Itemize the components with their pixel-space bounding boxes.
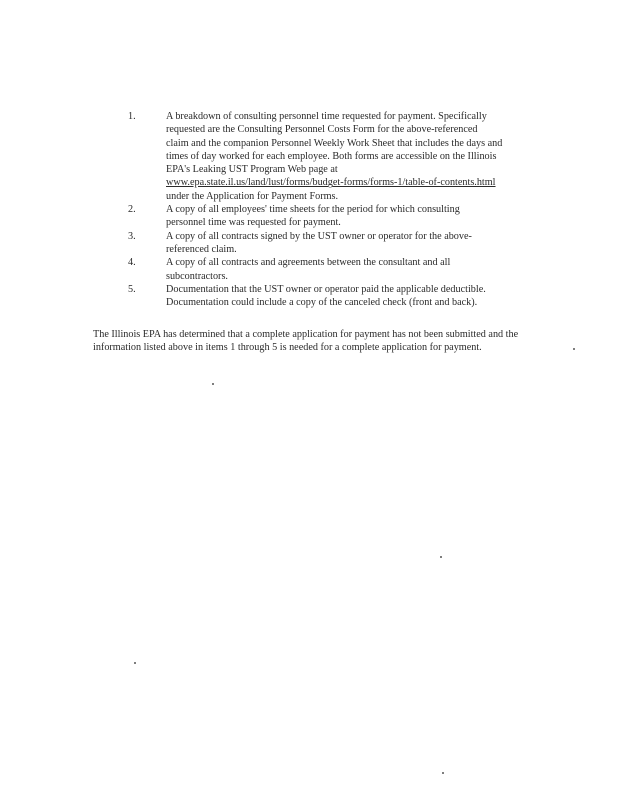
item-line: referenced claim. (166, 243, 237, 255)
item-line: A breakdown of consulting personnel time requested for payment. Specifically (166, 111, 487, 122)
item-text (166, 110, 520, 203)
item-text (166, 230, 520, 257)
item-line: claim and the companion Personnel Weekly Work Sheet that includes the days and (166, 137, 503, 149)
item-line: EPA's Leaking UST Program Web page at (166, 164, 338, 176)
list-item (120, 230, 520, 257)
item-text (166, 283, 520, 310)
item-number: 5. (128, 283, 136, 295)
scan-speck (134, 662, 136, 664)
list-item (120, 110, 520, 203)
item-text (166, 256, 520, 283)
item-line: A copy of all employees' time sheets for the period for which consulting (166, 204, 460, 216)
item-line: A copy of all contracts signed by the UST owner or operator for the above- (166, 230, 472, 242)
scan-speck (442, 772, 444, 774)
item-line: Documentation that the UST owner or operator paid the applicable deductible. (166, 283, 486, 295)
list-item (120, 283, 520, 310)
item-line: under the Application for Payment Forms. (166, 190, 339, 202)
requirements-list (120, 110, 520, 309)
list-item (120, 203, 520, 230)
forms-url-link[interactable]: www.epa.state.il.us/land/lust/forms/budget-forms/forms-1/table-of-contents.html (166, 177, 496, 189)
item-number: 2. (128, 204, 136, 216)
list-item (120, 256, 520, 283)
item-line: personnel time was requested for payment. (166, 217, 341, 229)
scan-speck (212, 383, 214, 385)
item-number: 3. (128, 230, 136, 242)
item-line: A copy of all contracts and agreements between the consultant and all (166, 257, 451, 269)
item-line: subcontractors. (166, 270, 228, 282)
item-number: 1. (128, 111, 136, 122)
item-line: Documentation could include a copy of the canceled check (front and back). (166, 297, 478, 309)
item-number: 4. (128, 257, 136, 269)
item-text (166, 203, 520, 230)
item-line: requested are the Consulting Personnel Costs Form for the above-referenced (166, 124, 478, 136)
scan-speck (573, 348, 575, 350)
scan-speck (440, 556, 442, 558)
closing-paragraph: The Illinois EPA has determined that a complete application for payment has not been submitted and the information listed above in items 1 through 5 is needed for a complete application for payment. (93, 329, 519, 354)
item-line: times of day worked for each employee. Both forms are accessible on the Illinois (166, 150, 497, 162)
